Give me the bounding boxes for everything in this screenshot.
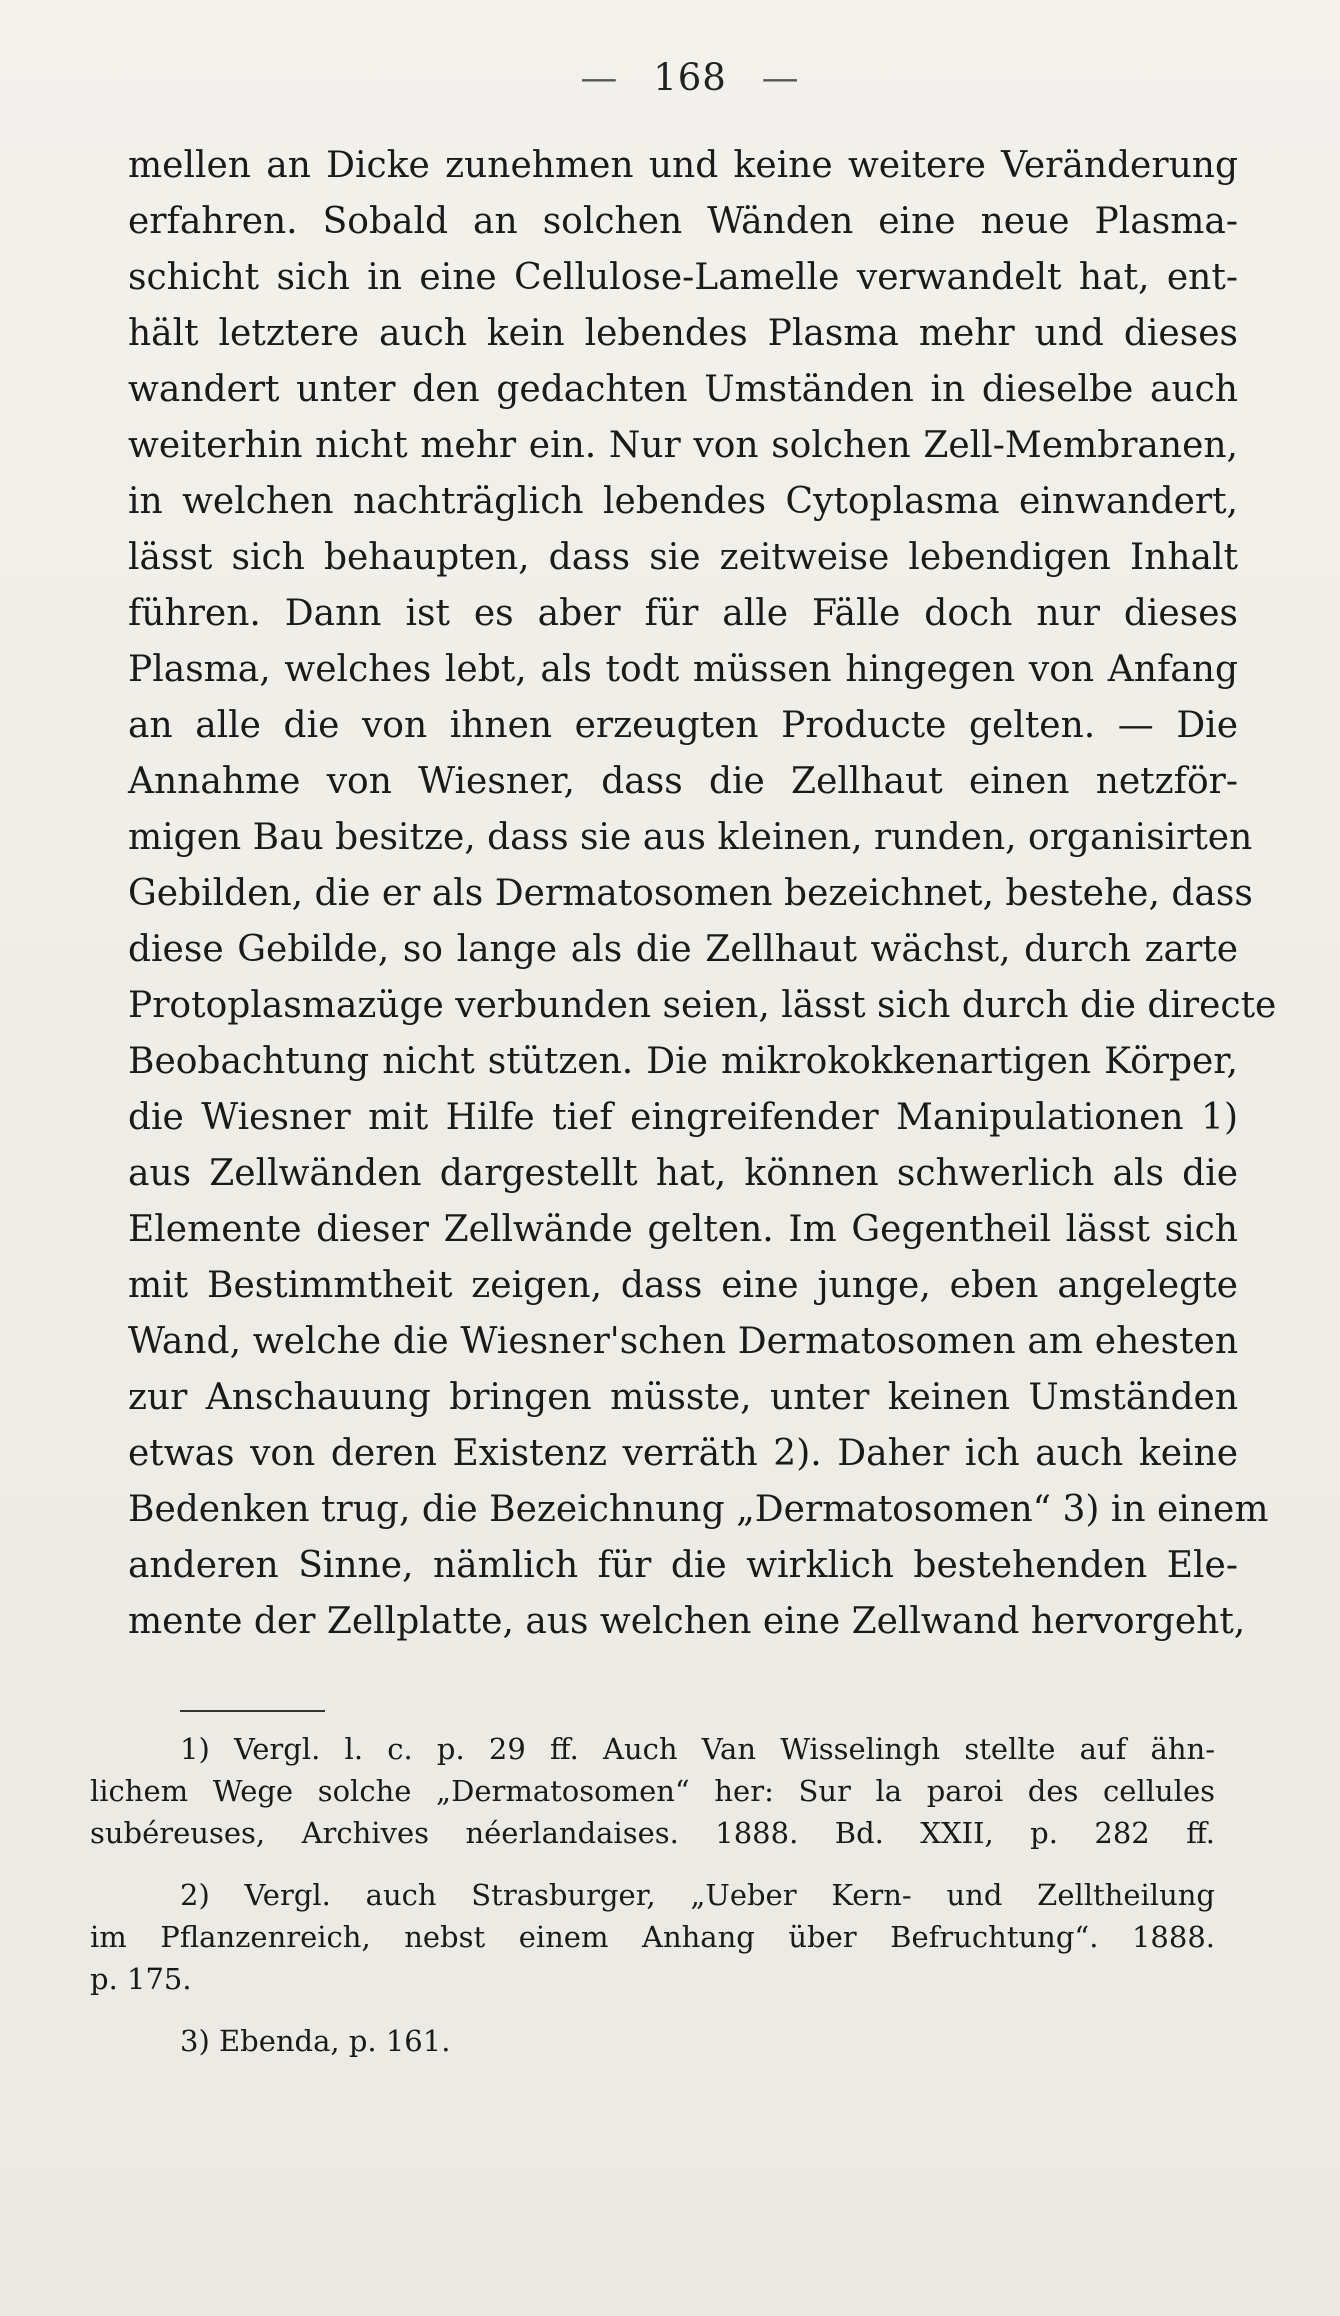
text-line: Beobachtung nicht stützen. Die mikrokokkenartigen Körper,	[128, 1041, 1238, 1082]
text-line: führen. Dann ist es aber für alle Fälle doch nur dieses	[128, 593, 1238, 634]
footnote-3-line: 3) Ebenda, p. 161.	[180, 2024, 451, 2058]
page-number: 168	[653, 56, 727, 99]
text-line: diese Gebilde, so lange als die Zellhaut wächst, durch zarte	[128, 929, 1238, 970]
text-line: die Wiesner mit Hilfe tief eingreifender Manipulationen 1)	[128, 1097, 1238, 1138]
header-dash-left: —	[580, 56, 619, 99]
header-dash-right: —	[761, 56, 800, 99]
body-text	[128, 138, 1277, 1650]
text-line: etwas von deren Existenz verräth 2). Daher ich auch keine	[128, 1433, 1238, 1474]
text-line: lässt sich behaupten, dass sie zeitweise lebendigen Inhalt	[128, 537, 1238, 578]
text-line: Gebilden, die er als Dermatosomen bezeichnet, bestehe, dass	[128, 873, 1253, 914]
text-line: Protoplasmazüge verbunden seien, lässt sich durch die directe	[128, 985, 1277, 1026]
footnote-2-line: p. 175.	[90, 1962, 192, 1996]
text-line: mit Bestimmtheit zeigen, dass eine junge, eben angelegte	[128, 1265, 1238, 1306]
text-line: aus Zellwänden dargestellt hat, können schwerlich als die	[128, 1153, 1238, 1194]
text-line: zur Anschauung bringen müsste, unter keinen Umständen	[128, 1377, 1238, 1418]
text-line: erfahren. Sobald an solchen Wänden eine neue Plasma-	[128, 201, 1238, 242]
footnote-1-line: 1) Vergl. l. c. p. 29 ff. Auch Van Wisselingh stellte auf ähn-	[180, 1732, 1215, 1766]
text-line: schicht sich in eine Cellulose-Lamelle verwandelt hat, ent-	[128, 257, 1238, 298]
text-line: weiterhin nicht mehr ein. Nur von solchen Zell-Membranen,	[128, 425, 1238, 466]
footnote-2-line: 2) Vergl. auch Strasburger, „Ueber Kern- und Zelltheilung	[180, 1878, 1215, 1912]
text-line: anderen Sinne, nämlich für die wirklich bestehenden Ele-	[128, 1545, 1238, 1586]
footnote-1-line: lichem Wege solche „Dermatosomen“ her: Sur la paroi des cellules	[90, 1774, 1215, 1808]
footnote-divider	[180, 1710, 325, 1712]
text-line: in welchen nachträglich lebendes Cytoplasma einwandert,	[128, 481, 1238, 522]
text-line: wandert unter den gedachten Umständen in dieselbe auch	[128, 369, 1238, 410]
text-line: Plasma, welches lebt, als todt müssen hingegen von Anfang	[128, 649, 1238, 690]
footnote-2-line: im Pflanzenreich, nebst einem Anhang über Befruchtung“. 1888.	[90, 1920, 1215, 1954]
text-line: Wand, welche die Wiesner'schen Dermatosomen am ehesten	[128, 1321, 1238, 1362]
footnote-1-line: subéreuses, Archives néerlandaises. 1888. Bd. XXII, p. 282 ff.	[90, 1816, 1215, 1850]
page-header	[0, 56, 1340, 99]
text-line: Elemente dieser Zellwände gelten. Im Gegentheil lässt sich	[128, 1209, 1238, 1250]
text-line: mente der Zellplatte, aus welchen eine Zellwand hervorgeht,	[128, 1601, 1246, 1642]
text-line: Annahme von Wiesner, dass die Zellhaut einen netzför-	[128, 761, 1238, 802]
text-line: migen Bau besitze, dass sie aus kleinen, runden, organisirten	[128, 817, 1253, 858]
text-line: an alle die von ihnen erzeugten Producte gelten. — Die	[128, 705, 1238, 746]
text-line: hält letztere auch kein lebendes Plasma mehr und dieses	[128, 313, 1238, 354]
text-line: Bedenken trug, die Bezeichnung „Dermatosomen“ 3) in einem	[128, 1489, 1269, 1530]
text-line: mellen an Dicke zunehmen und keine weitere Veränderung	[128, 145, 1238, 186]
footnotes	[90, 1728, 1215, 2062]
